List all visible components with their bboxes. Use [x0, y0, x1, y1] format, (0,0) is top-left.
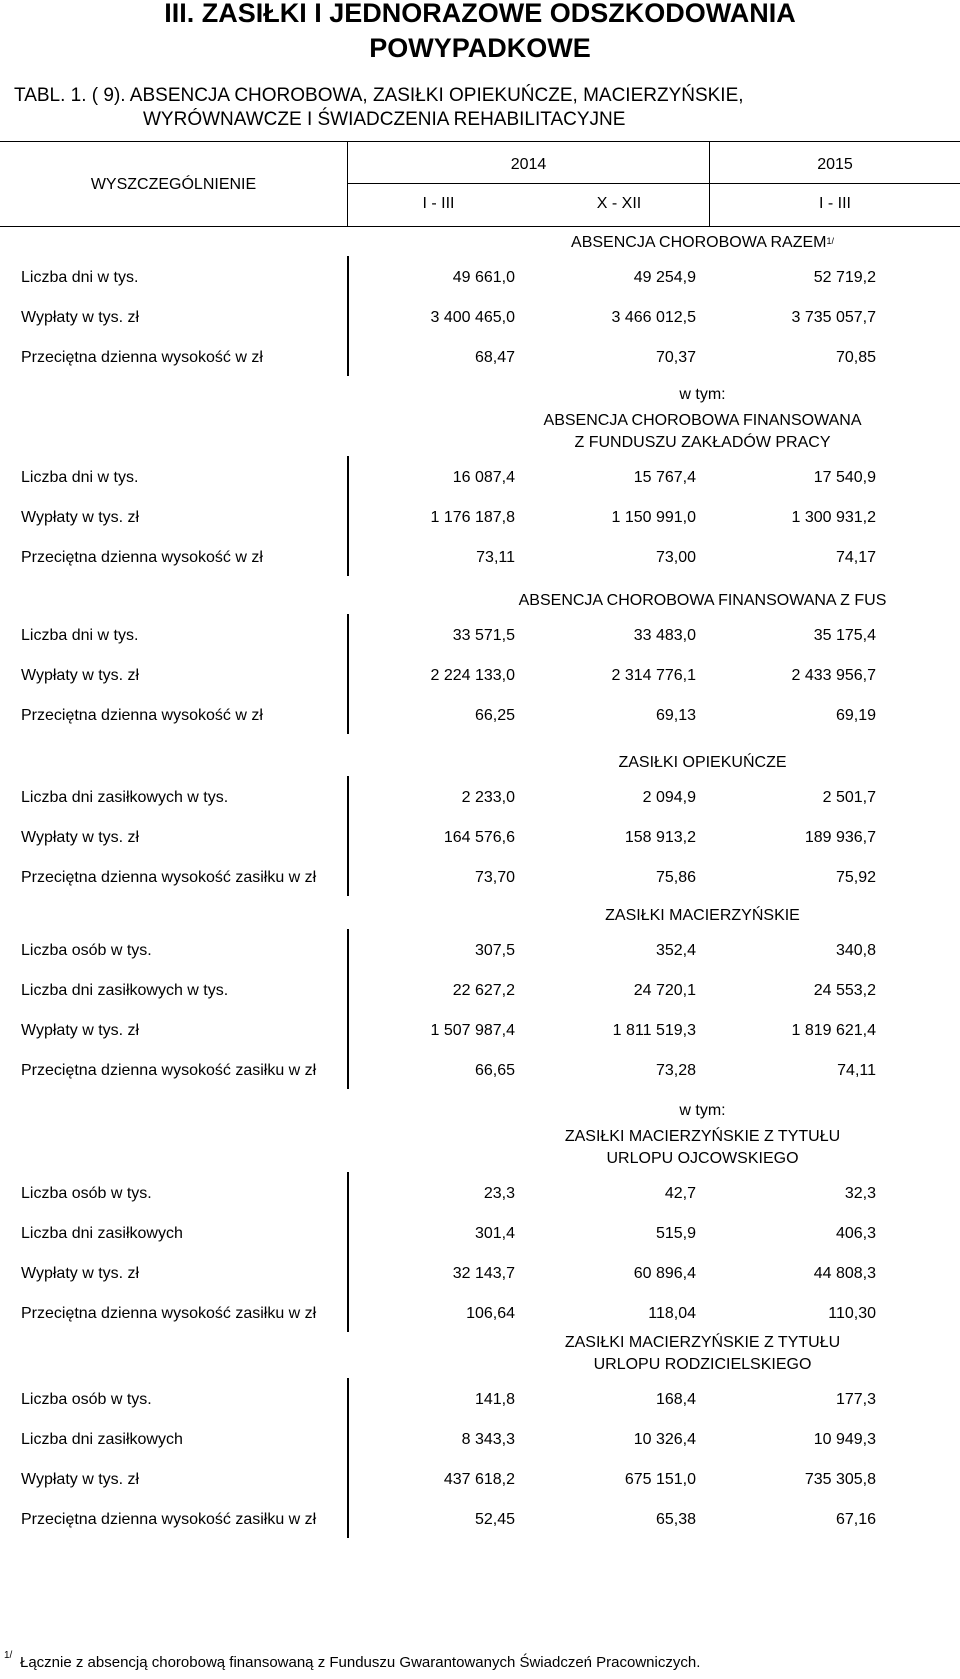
cell-value: 2 314 776,1 [611, 667, 696, 684]
cell-value: 3 466 012,5 [611, 309, 696, 326]
row-label: Przeciętna dzienna wysokość w zł [21, 549, 263, 566]
header-period-2: X - XII [596, 195, 642, 212]
row-label: Wypłaty w tys. zł [21, 1022, 140, 1039]
row-label: Wypłaty w tys. zł [21, 829, 140, 846]
section-divider [347, 614, 349, 734]
page-title-line2: POWYPADKOWE [369, 33, 591, 63]
cell-value: 1 811 519,3 [612, 1022, 696, 1039]
cell-value: 2 094,9 [642, 789, 696, 806]
row-label: Liczba osób w tys. [21, 1185, 152, 1202]
cell-value: 74,17 [835, 549, 876, 566]
cell-value: 49 661,0 [452, 269, 515, 286]
row-label: Liczba dni zasiłkowych [21, 1225, 183, 1242]
cell-value: 69,13 [655, 707, 696, 724]
row-label: Liczba dni w tys. [21, 627, 139, 644]
header-period-1: I - III [422, 195, 455, 212]
section-title: ZASIŁKI MACIERZYŃSKIE [605, 907, 800, 924]
row-label: Przeciętna dzienna wysokość w zł [21, 349, 263, 366]
cell-value: 35 175,4 [813, 627, 876, 644]
cell-value: 515,9 [655, 1225, 696, 1242]
row-label: Przeciętna dzienna wysokość w zł [21, 707, 263, 724]
cell-value: 73,28 [655, 1062, 696, 1079]
cell-value: 3 735 057,7 [791, 309, 876, 326]
cell-value: 44 808,3 [813, 1265, 876, 1282]
header-divider-label [347, 141, 348, 227]
section-title: ZASIŁKI OPIEKUŃCZE [618, 754, 787, 771]
cell-value: 52,45 [474, 1511, 515, 1528]
cell-value: 73,00 [655, 549, 696, 566]
cell-value: 406,3 [835, 1225, 876, 1242]
section-title: Z FUNDUSZU ZAKŁADÓW PRACY [574, 434, 831, 451]
cell-value: 735 305,8 [804, 1471, 876, 1488]
cell-value: 2 433 956,7 [791, 667, 876, 684]
cell-value: 52 719,2 [813, 269, 876, 286]
row-label: Liczba dni w tys. [21, 469, 139, 486]
cell-value: 106,64 [466, 1305, 515, 1322]
cell-value: 1 300 931,2 [791, 509, 876, 526]
row-label: Przeciętna dzienna wysokość zasiłku w zł [21, 1511, 317, 1528]
cell-value: 15 767,4 [633, 469, 696, 486]
row-label: Wypłaty w tys. zł [21, 509, 140, 526]
cell-value: 32 143,7 [452, 1265, 515, 1282]
table-title-line1: TABL. 1. ( 9). ABSENCJA CHOROBOWA, ZASIŁKI OPIEKUŃCZE, MACIERZYŃSKIE, [14, 85, 744, 106]
cell-value: 1 819 621,4 [791, 1022, 876, 1039]
cell-value: 75,86 [655, 869, 696, 886]
row-label: Przeciętna dzienna wysokość zasiłku w zł [21, 1062, 317, 1079]
section-divider [347, 456, 349, 576]
footnote-mark: 1/ [4, 1650, 13, 1661]
row-label: Przeciętna dzienna wysokość zasiłku w zł [21, 1305, 317, 1322]
section-prefix: w tym: [679, 386, 726, 403]
cell-value: 73,11 [476, 549, 515, 566]
cell-value: 2 501,7 [822, 789, 876, 806]
cell-value: 675 151,0 [624, 1471, 696, 1488]
cell-value: 437 618,2 [443, 1471, 515, 1488]
cell-value: 1 507 987,4 [430, 1022, 515, 1039]
row-label: Liczba osób w tys. [21, 942, 152, 959]
row-label: Liczba dni zasiłkowych w tys. [21, 789, 229, 806]
cell-value: 70,85 [835, 349, 876, 366]
cell-value: 74,11 [837, 1062, 876, 1079]
cell-value: 164 576,6 [443, 829, 515, 846]
section-title: ZASIŁKI MACIERZYŃSKIE Z TYTUŁU [564, 1334, 841, 1351]
section-divider [347, 929, 349, 1089]
cell-value: 33 571,5 [452, 627, 515, 644]
row-label: Liczba dni zasiłkowych [21, 1431, 183, 1448]
cell-value: 24 553,2 [813, 982, 876, 999]
header-year-2015: 2015 [817, 156, 853, 173]
cell-value: 1 150 991,0 [611, 509, 696, 526]
header-row-label: WYSZCZEGÓLNIENIE [90, 176, 257, 193]
cell-value: 22 627,2 [452, 982, 515, 999]
cell-value: 33 483,0 [633, 627, 696, 644]
header-year-2014: 2014 [510, 156, 547, 173]
cell-value: 24 720,1 [633, 982, 696, 999]
cell-value: 352,4 [655, 942, 696, 959]
cell-value: 10 326,4 [633, 1431, 696, 1448]
cell-value: 70,37 [655, 349, 696, 366]
cell-value: 177,3 [835, 1391, 876, 1408]
cell-value: 301,4 [474, 1225, 515, 1242]
section-title: ZASIŁKI MACIERZYŃSKIE Z TYTUŁU [564, 1128, 841, 1145]
cell-value: 49 254,9 [633, 269, 696, 286]
cell-value: 2 224 133,0 [430, 667, 515, 684]
header-divider-year [709, 141, 710, 227]
footnote-ref: 1/ [826, 236, 834, 246]
table-title-line2: WYRÓWNAWCZE I ŚWIADCZENIA REHABILITACYJNE [143, 109, 626, 130]
row-label: Wypłaty w tys. zł [21, 309, 140, 326]
footnote-text: Łącznie z absencją chorobową finansowaną z Funduszu Gwarantowanych Świadczeń Pracowniczych. [20, 1654, 701, 1671]
cell-value: 8 343,3 [461, 1431, 515, 1448]
cell-value: 168,4 [655, 1391, 696, 1408]
cell-value: 3 400 465,0 [430, 309, 515, 326]
cell-value: 66,65 [474, 1062, 515, 1079]
cell-value: 42,7 [664, 1185, 696, 1202]
cell-value: 67,16 [835, 1511, 876, 1528]
cell-value: 75,92 [835, 869, 876, 886]
row-label: Wypłaty w tys. zł [21, 667, 140, 684]
cell-value: 189 936,7 [804, 829, 876, 846]
cell-value: 17 540,9 [813, 469, 876, 486]
section-title: URLOPU RODZICIELSKIEGO [593, 1356, 812, 1373]
cell-value: 69,19 [835, 707, 876, 724]
cell-value: 66,25 [474, 707, 515, 724]
row-label: Liczba dni w tys. [21, 269, 139, 286]
cell-value: 118,04 [648, 1305, 696, 1322]
cell-value: 110,30 [828, 1305, 876, 1322]
header-top-rule [0, 141, 960, 142]
cell-value: 307,5 [474, 942, 515, 959]
section-divider [347, 1172, 349, 1332]
cell-value: 141,8 [474, 1391, 515, 1408]
cell-value: 158 913,2 [624, 829, 696, 846]
row-label: Wypłaty w tys. zł [21, 1265, 140, 1282]
cell-value: 23,3 [483, 1185, 515, 1202]
header-period-3: I - III [819, 195, 851, 212]
section-prefix: w tym: [679, 1102, 726, 1119]
page-title-line1: III. ZASIŁKI I JEDNORAZOWE ODSZKODOWANIA [164, 0, 796, 28]
cell-value: 16 087,4 [452, 469, 515, 486]
cell-value: 68,47 [474, 349, 515, 366]
section-title: ABSENCJA CHOROBOWA FINANSOWANA [543, 412, 862, 429]
cell-value: 65,38 [655, 1511, 696, 1528]
cell-value: 73,70 [474, 869, 515, 886]
section-title: ABSENCJA CHOROBOWA $RAZEM^{1/}$ [571, 234, 834, 251]
row-label: Liczba osób w tys. [21, 1391, 152, 1408]
section-divider [347, 1378, 349, 1538]
cell-value: 1 176 187,8 [430, 509, 515, 526]
cell-value: 10 949,3 [813, 1431, 876, 1448]
cell-value: 60 896,4 [633, 1265, 696, 1282]
cell-value: 2 233,0 [461, 789, 515, 806]
header-mid-rule [348, 183, 960, 184]
section-divider [347, 256, 349, 376]
section-divider [347, 776, 349, 896]
cell-value: 32,3 [844, 1185, 876, 1202]
cell-value: 340,8 [835, 942, 876, 959]
row-label: Wypłaty w tys. zł [21, 1471, 140, 1488]
section-title: URLOPU OJCOWSKIEGO [606, 1150, 799, 1167]
section-title: ABSENCJA CHOROBOWA FINANSOWANA Z FUS [518, 592, 887, 609]
row-label: Liczba dni zasiłkowych w tys. [21, 982, 229, 999]
header-bottom-rule [0, 226, 960, 227]
row-label: Przeciętna dzienna wysokość zasiłku w zł [21, 869, 317, 886]
